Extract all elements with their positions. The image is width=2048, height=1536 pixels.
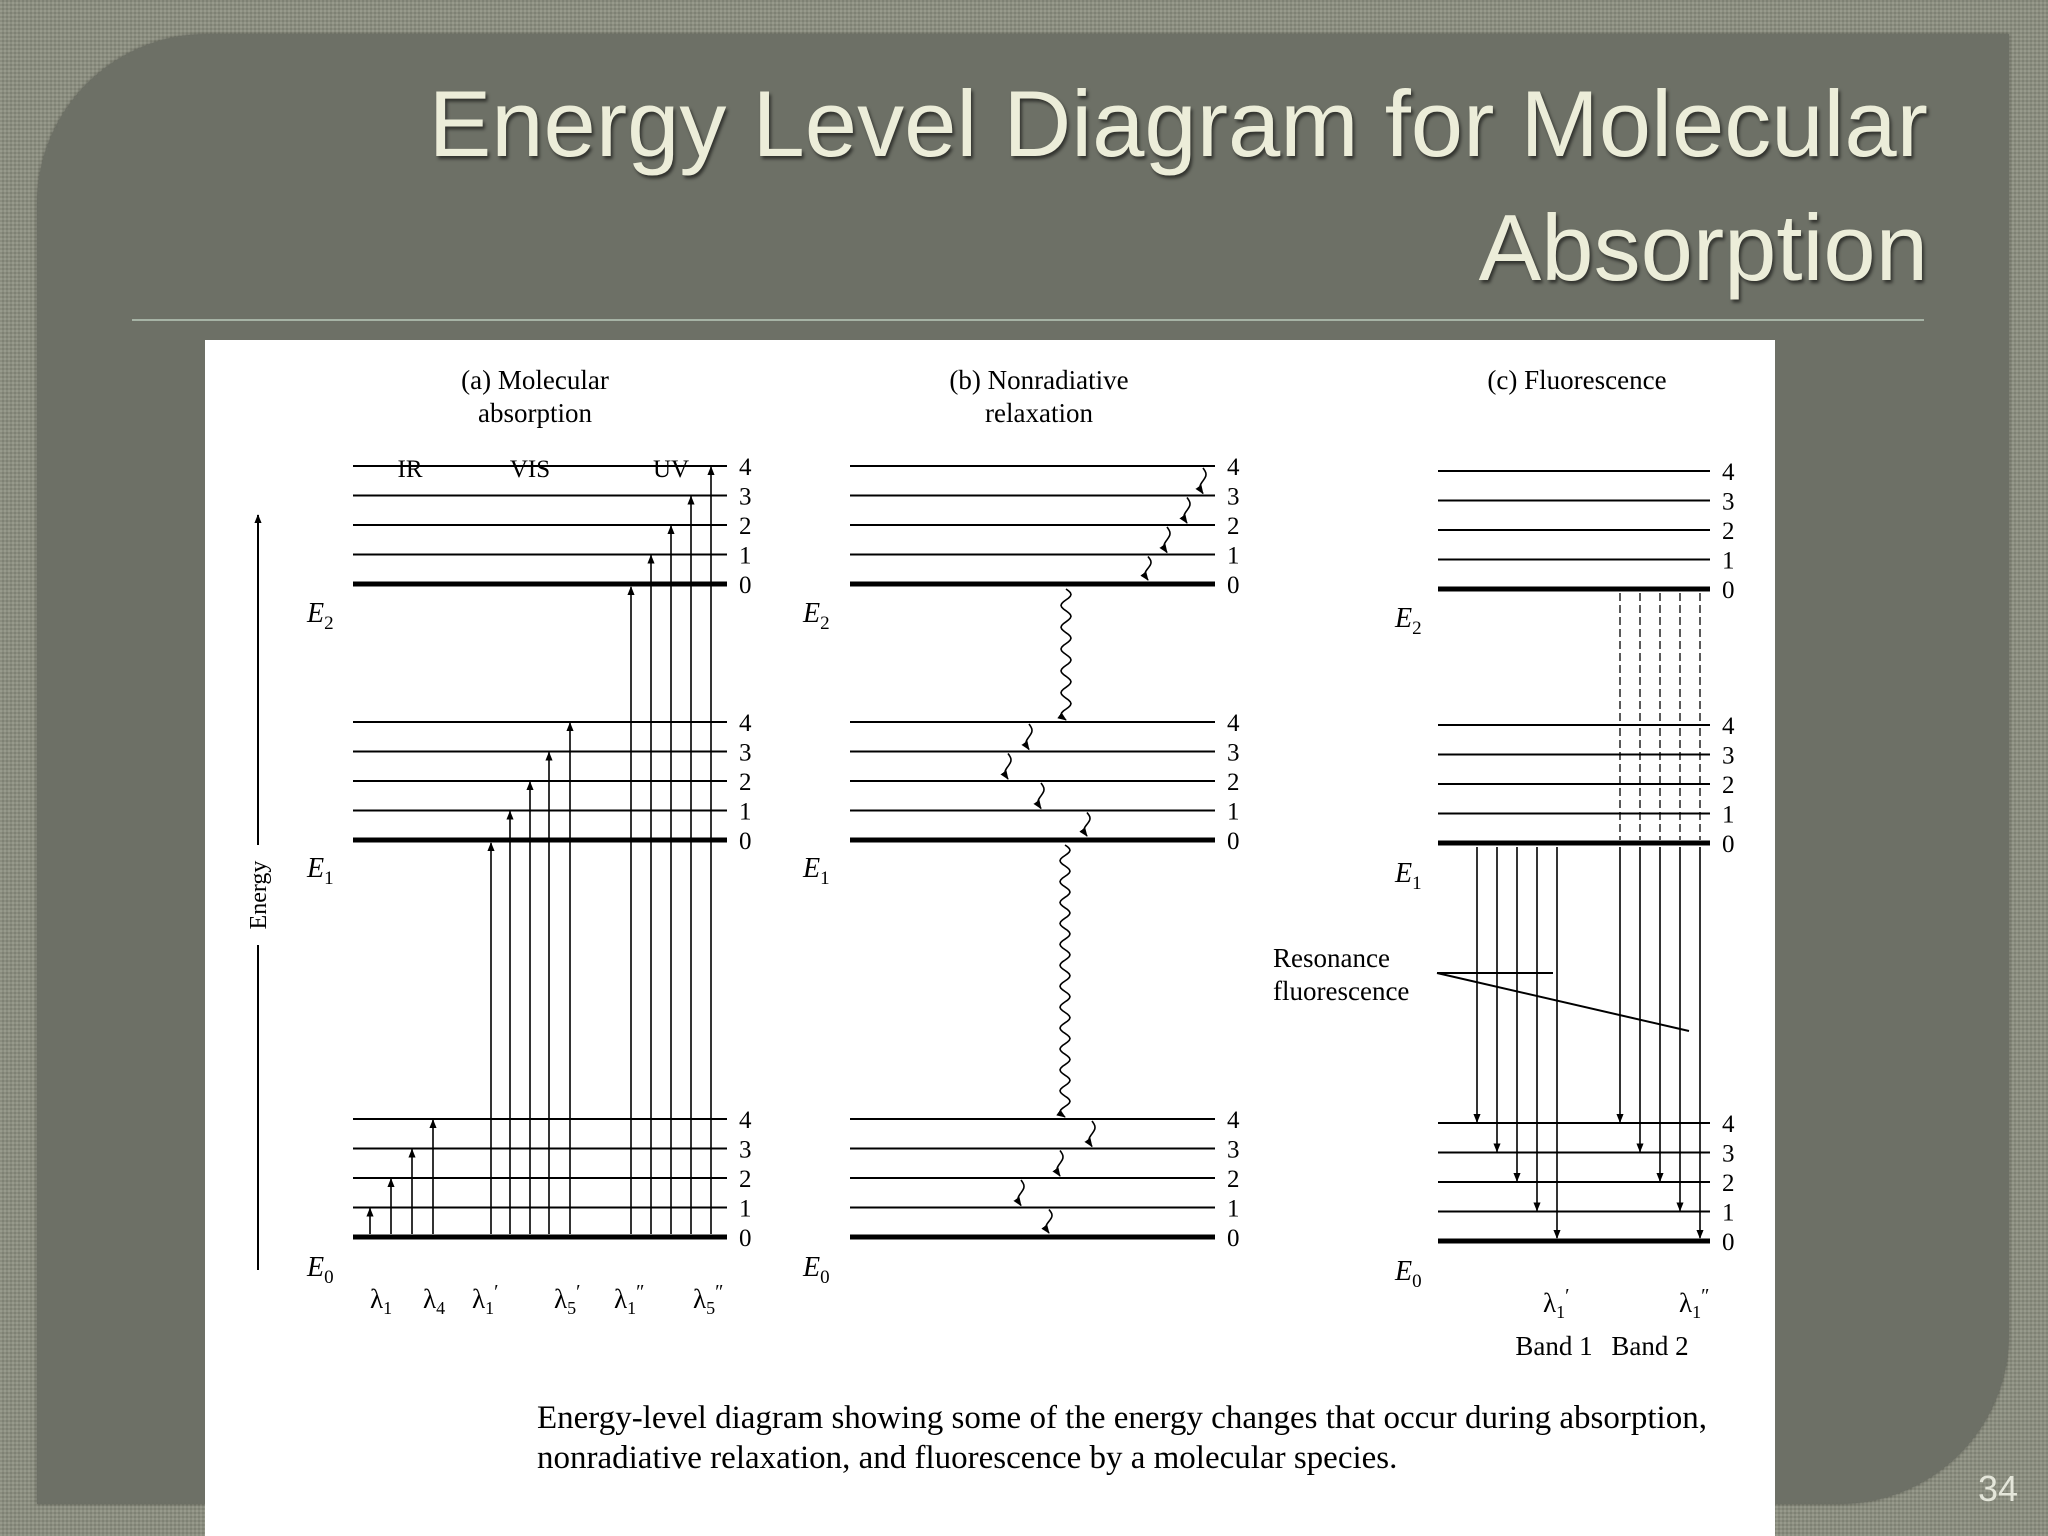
panel-a-e0-label: $E_0$ <box>307 1252 334 1288</box>
title-divider <box>132 319 1924 321</box>
vibrational-number: 4 <box>1722 713 1735 740</box>
vibrational-number: 1 <box>1227 798 1240 826</box>
wavelength-label: $\lambda_1'$ <box>1543 1285 1570 1322</box>
region-label-vis: VIS <box>509 456 551 483</box>
vibrational-number: 0 <box>739 572 752 599</box>
vibrational-number: 2 <box>1227 513 1240 540</box>
region-label-uv: UV <box>652 456 690 483</box>
resonance-fluorescence-label-line2: fluorescence <box>1273 976 1410 1006</box>
energy-level-diagram <box>205 340 1775 1536</box>
slide-title-line1: Energy Level Diagram for Molecular <box>428 71 1928 176</box>
vibrational-number: 0 <box>1227 828 1240 855</box>
panel-b-e0-label: $E_0$ <box>803 1252 830 1288</box>
vibrational-number: 1 <box>739 798 752 826</box>
panel-a-e1-label: $E_1$ <box>307 853 334 889</box>
relaxation-squiggle <box>1200 468 1206 494</box>
panel-c-e2-label: $E_2$ <box>1395 603 1422 639</box>
vibrational-number: 0 <box>739 1225 752 1252</box>
wavelength-label: $\lambda_5'$ <box>554 1281 581 1318</box>
vibrational-number: 1 <box>739 1195 752 1223</box>
vibrational-level-numbers <box>739 454 1735 1256</box>
vibrational-number: 0 <box>1722 577 1735 604</box>
relaxation-squiggle <box>1057 1151 1063 1177</box>
band-2-label: Band 2 <box>1611 1331 1689 1361</box>
resonance-pointer-long <box>1437 973 1689 1031</box>
panel-a-title-line1: (a) Molecular <box>461 365 609 395</box>
vibrational-number: 1 <box>739 542 752 570</box>
vibrational-number: 4 <box>739 1107 752 1134</box>
vibrational-number: 4 <box>1227 1107 1240 1134</box>
vibrational-number: 4 <box>1722 459 1735 486</box>
vibrational-number: 2 <box>1227 769 1240 796</box>
vibrational-number: 4 <box>1227 710 1240 737</box>
vibrational-number: 3 <box>1227 483 1240 511</box>
wavelength-labels-panel-c <box>1543 1285 1709 1322</box>
wavelength-labels-panel-a <box>370 1281 723 1318</box>
vibrational-number: 0 <box>739 828 752 855</box>
vibrational-number: 2 <box>1722 1170 1735 1197</box>
figure-caption: Energy-level diagram showing some of the energy changes that occur during absorption, nonradiative relaxation, and fluorescence by a molecular species. <box>537 1400 1707 1476</box>
panel-c-e0-label: $E_0$ <box>1395 1256 1422 1292</box>
vibrational-number: 4 <box>1227 454 1240 481</box>
wavelength-label: $\lambda_5''$ <box>693 1281 724 1318</box>
wavelength-label: $\lambda_1''$ <box>614 1281 645 1318</box>
vibrational-number: 4 <box>1722 1111 1735 1138</box>
vibrational-number: 2 <box>1722 772 1735 799</box>
relaxation-squiggle <box>1084 813 1090 837</box>
region-label-ir: IR <box>397 456 423 483</box>
vibrational-number: 2 <box>739 1166 752 1193</box>
vibrational-number: 1 <box>1722 547 1735 575</box>
relaxation-squiggle <box>1164 527 1170 553</box>
wavelength-label: $\lambda_1'$ <box>472 1281 499 1318</box>
vibrational-number: 2 <box>1227 1166 1240 1193</box>
relaxation-squiggle <box>1038 783 1044 809</box>
vibrational-number: 3 <box>739 483 752 511</box>
energy-level-figure <box>205 340 1775 1536</box>
vibrational-number: 3 <box>1722 488 1735 516</box>
wavelength-label: $\lambda_1$ <box>370 1284 393 1318</box>
vibrational-number: 0 <box>1722 831 1735 858</box>
slide-page-number: 34 <box>1977 1468 2018 1509</box>
panel-b-title-line2: relaxation <box>985 398 1093 428</box>
internal-conversion-squiggle <box>1061 589 1071 720</box>
vibrational-number: 3 <box>1722 1140 1735 1168</box>
energy-axis-label: Energy <box>246 860 272 930</box>
wavelength-label: $\lambda_1''$ <box>1679 1285 1710 1322</box>
energy-level-lines <box>353 466 1710 1241</box>
resonance-fluorescence-label-line1: Resonance <box>1273 943 1390 973</box>
relaxation-squiggle <box>1046 1210 1052 1234</box>
panel-a-e2-label: $E_2$ <box>307 598 334 634</box>
vibrational-number: 1 <box>1227 1195 1240 1223</box>
vibrational-number: 2 <box>739 513 752 540</box>
vibrational-number: 2 <box>1722 518 1735 545</box>
wavelength-label: $\lambda_4$ <box>423 1284 446 1318</box>
slide-title-line2: Absorption <box>1478 195 1928 300</box>
vibrational-number: 3 <box>1722 742 1735 770</box>
relaxation-squiggle <box>1026 724 1032 750</box>
panel-c-e1-label: $E_1$ <box>1395 858 1422 894</box>
slide-title <box>228 62 1928 310</box>
vibrational-number: 1 <box>1227 542 1240 570</box>
vibrational-number: 4 <box>739 454 752 481</box>
vibrational-number: 3 <box>739 739 752 767</box>
panel-a-title-line2: absorption <box>478 398 592 428</box>
vibrational-number: 1 <box>1722 1199 1735 1227</box>
panel-b-title-line1: (b) Nonradiative <box>949 365 1129 395</box>
panel-b-e2-label: $E_2$ <box>803 598 830 634</box>
vibrational-number: 3 <box>1227 739 1240 767</box>
vibrational-number: 3 <box>739 1136 752 1164</box>
relaxation-squiggle <box>1184 498 1190 524</box>
relaxation-squiggle <box>1145 557 1151 581</box>
panel-b-e1-label: $E_1$ <box>803 853 830 889</box>
relaxation-squiggle <box>1018 1180 1024 1206</box>
panel-c-title: (c) Fluorescence <box>1487 365 1667 395</box>
vibrational-number: 2 <box>739 769 752 796</box>
vibrational-number: 4 <box>739 710 752 737</box>
vibrational-number: 0 <box>1722 1229 1735 1256</box>
band-1-label: Band 1 <box>1515 1331 1593 1361</box>
vibrational-number: 0 <box>1227 572 1240 599</box>
vibrational-number: 0 <box>1227 1225 1240 1252</box>
relaxation-squiggle <box>1005 754 1011 780</box>
vibrational-number: 3 <box>1227 1136 1240 1164</box>
internal-conversion-squiggle <box>1060 845 1070 1117</box>
relaxation-squiggle <box>1089 1121 1095 1147</box>
vibrational-number: 1 <box>1722 801 1735 829</box>
